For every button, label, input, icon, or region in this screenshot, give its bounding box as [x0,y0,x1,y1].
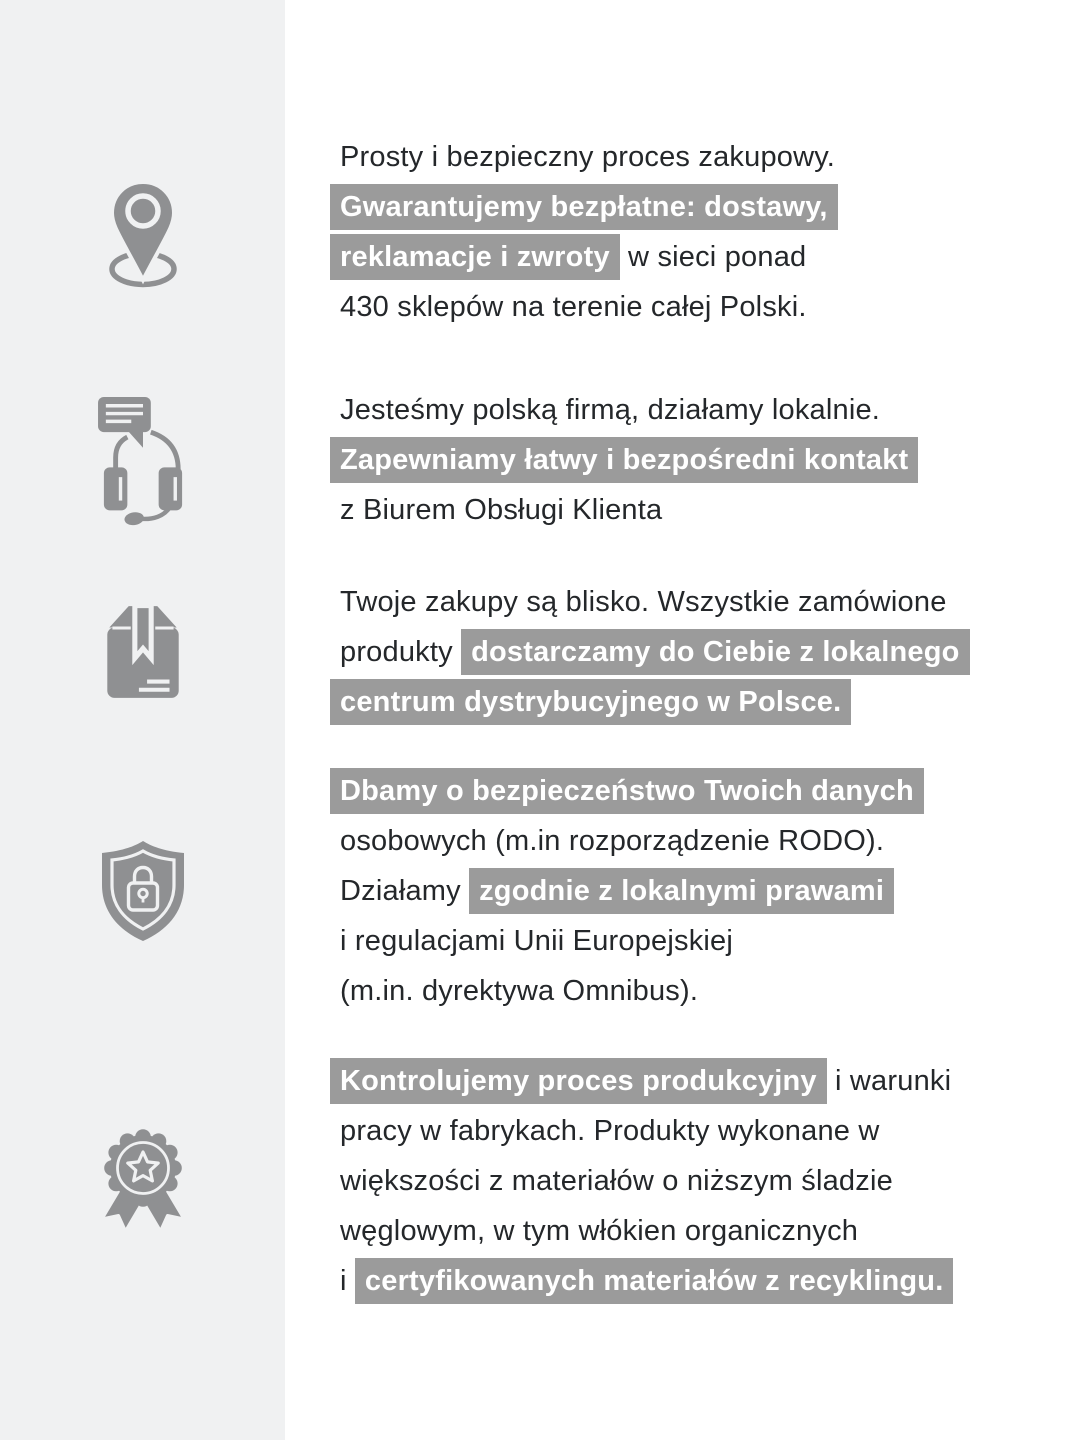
section-text [330,766,1060,1016]
highlighted-text: Zapewniamy łatwy i bezpośredni kontakt [330,437,918,483]
plain-text: Jesteśmy polską firmą, działamy lokalnie. [340,393,881,426]
text-line [330,485,1060,535]
icon-cell [0,385,285,535]
section-customer-service [0,385,1080,535]
text-line [330,282,1060,332]
section-data-security [0,766,1080,1016]
text-line [330,1156,1060,1206]
highlighted-text: centrum dystrybucyjnego w Polsce. [330,679,851,725]
award-badge-icon [91,1122,195,1240]
icon-cell [0,1056,285,1306]
text-line [330,385,1060,435]
text-line [330,816,1060,866]
text-line [330,232,1060,282]
plain-text: Twoje zakupy są blisko. Wszystkie zamówione [340,585,947,618]
text-line [330,1106,1060,1156]
text-line [330,627,1060,677]
text-line [330,677,1060,727]
icon-cell [0,766,285,1016]
plain-text: w sieci ponad [619,240,807,273]
plain-text: i warunki [826,1064,952,1097]
shield-lock-icon [95,838,191,944]
highlighted-text: Kontrolujemy proces produkcyjny [330,1058,827,1104]
text-line [330,866,1060,916]
plain-text: Działamy [340,874,470,907]
highlighted-text: Dbamy o bezpieczeństwo Twoich danych [330,768,924,814]
highlighted-text: zgodnie z lokalnymi prawami [469,868,894,914]
text-line [330,966,1060,1016]
text-line [330,766,1060,816]
highlighted-text: Gwarantujemy bezpłatne: dostawy, [330,184,838,230]
section-text [330,1056,1060,1306]
plain-text: i regulacjami Unii Europejskiej [340,924,734,957]
plain-text: produkty [340,635,462,668]
headset-chat-icon [94,395,192,526]
icon-cell [0,132,285,332]
plain-text: Prosty i bezpieczny proces zakupowy. [340,140,836,173]
text-line [330,577,1060,627]
plain-text: 430 sklepów na terenie całej Polski. [340,290,807,323]
plain-text: z Biurem Obsługi Klienta [340,493,663,526]
section-text [330,385,1060,535]
section-stores-network [0,132,1080,332]
plain-text: większości z materiałów o niższym śladzie [340,1164,893,1197]
text-line [330,1206,1060,1256]
text-line [330,132,1060,182]
section-local-distribution [0,577,1080,727]
plain-text: i [340,1264,355,1297]
plain-text: pracy w fabrykach. Produkty wykonane w [340,1114,880,1147]
highlighted-text: dostarczamy do Ciebie z lokalnego [461,629,969,675]
plain-text: (m.in. dyrektywa Omnibus). [340,974,699,1007]
package-icon [100,601,186,703]
section-text [330,577,1060,727]
text-line [330,182,1060,232]
plain-text: osobowych (m.in rozporządzenie RODO). [340,824,885,857]
highlighted-text: certyfikowanych materiałów z recyklingu. [355,1258,954,1304]
section-production-quality [0,1056,1080,1306]
text-line [330,1256,1060,1306]
highlighted-text: reklamacje i zwroty [330,234,620,280]
text-line [330,1056,1060,1106]
plain-text: węglowym, w tym włókien organicznych [340,1214,859,1247]
text-line [330,916,1060,966]
text-line [330,435,1060,485]
icon-cell [0,577,285,727]
section-text [330,132,1060,332]
location-pin-icon [97,176,189,288]
